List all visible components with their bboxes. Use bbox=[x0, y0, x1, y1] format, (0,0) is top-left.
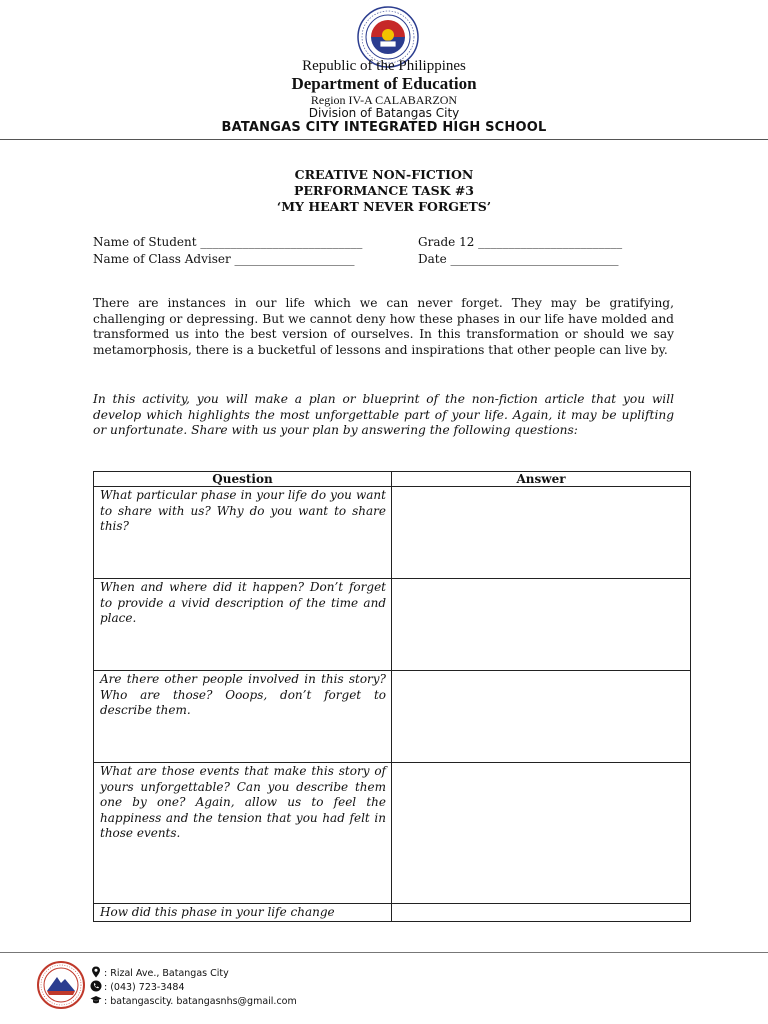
answer-cell[interactable] bbox=[392, 763, 691, 904]
footer-email bbox=[90, 994, 297, 1007]
map-pin-icon bbox=[90, 966, 102, 978]
question-cell: Are there other people involved in this story? Who are those? Ooops, don’t forget to describe them. bbox=[94, 671, 392, 763]
division-heading: Division of Batangas City bbox=[308, 106, 460, 120]
question-answer-table bbox=[93, 471, 691, 922]
date-field: Date ____________________________ bbox=[418, 252, 619, 266]
table-row bbox=[94, 763, 691, 904]
question-cell: What are those events that make this story of yours unforgettable? Can you describe them one by one? Again, allow us to feel the happiness and the tension that you had felt in those events. bbox=[94, 763, 392, 904]
republic-heading: Republic of the Philippines bbox=[302, 58, 466, 74]
instructions-paragraph: In this activity, you will make a plan or blueprint of the non-fiction article that you will develop which highlights the most unforgettable part of your life. Again, it may be uplifting or unfortunate. Share with us your plan by answering the following questions: bbox=[93, 392, 674, 438]
header-divider bbox=[0, 139, 768, 140]
table-row bbox=[94, 671, 691, 763]
intro-paragraph: There are instances in our life which we can never forget. They may be gratifying, challenging or depressing. But we cannot deny how these phases in our life have molded and transformed us into the best version of ourselves. In this transformation or should we say metamorphosis, there is a bucketful of lessons and inspirations that other people can live by. bbox=[93, 296, 674, 357]
answer-column-header: Answer bbox=[392, 472, 691, 487]
question-cell: When and where did it happen? Don’t forget to provide a vivid description of the time and place. bbox=[94, 579, 392, 671]
answer-cell[interactable] bbox=[392, 671, 691, 763]
footer-divider bbox=[0, 952, 768, 953]
email-text: : batangascity. batangasnhs@gmail.com bbox=[104, 996, 297, 1007]
question-column-header: Question bbox=[94, 472, 392, 487]
table-row bbox=[94, 904, 691, 922]
region-heading: Region IV-A CALABARZON bbox=[310, 93, 458, 107]
table-header-row bbox=[94, 472, 691, 487]
answer-cell[interactable] bbox=[392, 579, 691, 671]
class-adviser-field: Name of Class Adviser ____________________ bbox=[93, 252, 355, 266]
document-title-line3: ‘MY HEART NEVER FORGETS’ bbox=[276, 199, 492, 214]
question-cell: What particular phase in your life do you want to share with us? Why do you want to share this? bbox=[94, 487, 392, 579]
question-cell: How did this phase in your life change bbox=[94, 904, 392, 922]
table-row bbox=[94, 487, 691, 579]
table-row bbox=[94, 579, 691, 671]
document-title-line2: PERFORMANCE TASK #3 bbox=[294, 183, 474, 198]
phone-text: : (043) 723-3484 bbox=[104, 982, 185, 993]
address-text: : Rizal Ave., Batangas City bbox=[104, 968, 229, 979]
phone-icon bbox=[90, 980, 102, 992]
answer-cell[interactable] bbox=[392, 904, 691, 922]
department-heading: Department of Education bbox=[291, 74, 477, 93]
answer-cell[interactable] bbox=[392, 487, 691, 579]
school-heading: BATANGAS CITY INTEGRATED HIGH SCHOOL bbox=[221, 120, 547, 135]
document-title-line1: CREATIVE NON-FICTION bbox=[294, 167, 474, 182]
grade-field: Grade 12 ________________________ bbox=[418, 235, 623, 249]
footer-address bbox=[90, 966, 229, 979]
student-name-field: Name of Student ___________________________ bbox=[93, 235, 363, 249]
school-logo-icon bbox=[37, 961, 85, 1009]
graduation-cap-icon bbox=[90, 994, 102, 1006]
footer-phone bbox=[90, 980, 185, 993]
